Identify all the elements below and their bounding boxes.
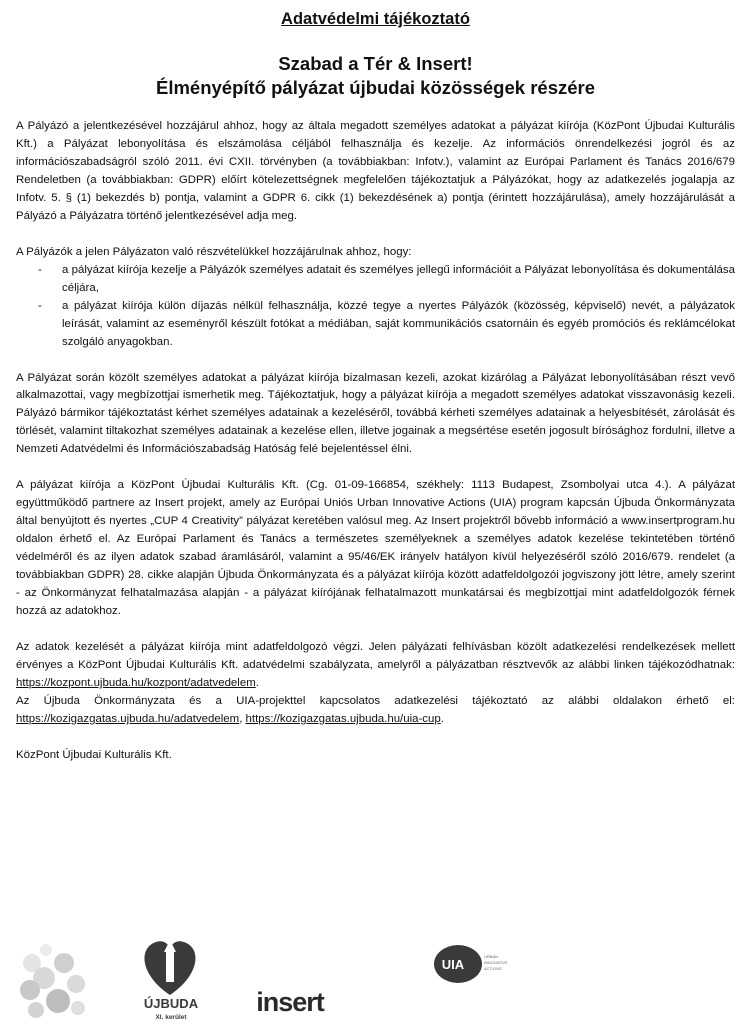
logo-circle xyxy=(67,975,85,993)
period: . xyxy=(440,712,444,725)
uia-logo-sub: INNOVATIVE xyxy=(484,960,508,965)
period: . xyxy=(255,677,259,690)
document-page xyxy=(16,10,735,765)
ujbuda-privacy-link[interactable]: https://kozigazgatas.ujbuda.hu/adatvedelem xyxy=(16,712,240,725)
circles-logo xyxy=(20,944,85,1018)
uia-logo-sub: URBAN xyxy=(484,954,499,959)
kozpont-privacy-link[interactable]: https://kozpont.ujbuda.hu/kozpont/adatvedelem xyxy=(16,677,256,690)
participation-list xyxy=(16,262,735,352)
headline-title: Szabad a Tér & Insert! xyxy=(278,52,473,74)
list-item: - a pályázat kiírója külön díjazás nélkül felhasználja, közzé tegye a nyertes Pályázók (közösség, képviselő) nevét, a pályázatok leírását, valamint az eseményről készült fotókat a médiában, saját kommunikációs csatornáin és egyéb promóciós és reklámcélokat szolgáló anyagokban. xyxy=(16,298,735,352)
logo-circle xyxy=(23,954,41,972)
logo-circle xyxy=(20,980,40,1000)
logo-circle xyxy=(28,1002,44,1018)
signature: KözPont Újbudai Kulturális Kft. xyxy=(16,748,172,761)
logo-circle xyxy=(71,1001,85,1015)
ujbuda-logo-name: ÚJBUDA xyxy=(143,996,199,1011)
document-title: Adatvédelmi tájékoztató xyxy=(281,10,470,28)
organizer-paragraph: A pályázat kiírója a KözPont Újbudai Kulturális Kft. (Cg. 01-09-166854, székhely: 1113 Budapest, Zsombolyai utca 4.). A pályázat együttműködő partnere az Insert projekt, amely az Európai Uniós Urban Innovative Actions (UIA) program kapcsán Újbuda Önkormányzata által benyújtott és nyertes „CUP 4 Creativity” pályázat keretében valósul meg. Az Insert projektről bővebb információ a www.insertprogram.hu oldalon érhető el. Az Európai Parlament és Tanács a természetes személyeknek a személyes adatok kezelése tekintetében történő védelméről és az ilyen adatok szabad áramlásáról, valamint a 95/46/EK irányelv hatályon kívül helyezéséről szóló 2016/679. rendelet (a továbbiakban GDPR) 28. cikke alapján Újbuda Önkormányzata és a pályázat kiírója között adatfeldolgozói jogviszony jött létre, amely szerint - az Önkormányzat felhatalmazása alapján - a pályázat kiírójának felhatalmazott munkatársai és megbízottjai mint adatfeldolgozók férnek hozzá az adatokhoz. xyxy=(16,479,735,618)
data-processing-text: Az adatok kezelését a pályázat kiírója mint adatfeldolgozó végzi. Jelen pályázati felhívásban közölt adatkezelési rendelkezések mellett érvényes a KözPont Újbudai Kulturális Kft. adatvédelmi szabályzata, amelyről a pályázatban résztvevők az alábbi linken tájékozódhatnak: xyxy=(16,641,735,672)
ujbuda-privacy-paragraph xyxy=(16,693,735,729)
uia-logo-name: UIA xyxy=(441,957,465,972)
separator: , xyxy=(239,712,246,725)
uia-logo xyxy=(434,945,508,983)
list-item: - a pályázat kiírója kezelje a Pályázók személyes adatait és személyes jellegű információit a Pályázat lebonyolítása és dokumentálása céljára, xyxy=(16,262,735,298)
ujbuda-logo-district: XI. kerület xyxy=(155,1014,187,1021)
uia-logo-sub: ACTIONS xyxy=(484,966,502,971)
insert-logo xyxy=(256,987,325,1017)
logo-circle xyxy=(54,953,74,973)
participation-intro: A Pályázók a jelen Pályázaton való részvételükkel hozzájárulnak ahhoz, hogy: xyxy=(16,245,412,258)
headline-subtitle: Élményépítő pályázat újbudai közösségek részére xyxy=(155,76,596,98)
tower-icon xyxy=(166,950,174,982)
uia-cup-link[interactable]: https://kozigazgatas.ujbuda.hu/uia-cup xyxy=(245,712,441,725)
ujbuda-logo xyxy=(144,940,199,1021)
logo-circle xyxy=(46,989,70,1013)
consent-paragraph: A Pályázó a jelentkezésével hozzájárul ahhoz, hogy az általa megadott személyes adatokat a pályázat kiírója (KözPont Újbudai Kulturális Kft.) a Pályázat lebonyolítása és elszámolása céljából felhasználja és kezelje. Az információs önrendelkezési jogról és az információszabadságról szóló 2011. évi CXII. törvényben (a továbbiakban: Infotv.), valamint az Európai Parlament és Tanács 2016/679 Rendeletben (a továbbiakban: GDPR) előírt kötelezettségnek megfelelően tájékoztatjuk a Pályázókat, hogy az adatkezelés jogalapja az Infotv. 5. § (1) bekezdés b) pontja, valamint a GDPR 6. cikk (1) bekezdésének a) pontja (érintett hozzájárulása), amely hozzájárulását a Pályázó a Pályázatra történő jelentkezésével adja meg. xyxy=(16,119,735,222)
logo-circle xyxy=(40,944,52,956)
confidentiality-paragraph: A Pályázat során közölt személyes adatokat a pályázat kiírója bizalmasan kezeli, azokat kizárólag a Pályázat lebonyolításában részt vevő alkalmazottai, vagy megbízottjai ismerhetik meg. Tájékoztatjuk, hogy a pályázat kiírója a megadott személyes adatokat visszavonásig kezeli. Pályázó bármikor tájékoztatást kérhet személyes adatainak a kezeléséről, továbbá kérheti személyes adatainak a helyesbítését, zárolását és törlését, valamint tiltakozhat személyes adatainak a kezelése ellen, illetve jogainak a megsértése esetén jogosult bírósághoz fordulni, illetve a Nemzeti Adatvédelmi és Információszabadság Hatóság felé bejelentéssel élni. xyxy=(16,371,735,456)
ujbuda-privacy-text: Az Újbuda Önkormányzata és a UIA-projekttel kapcsolatos adatkezelési tájékoztató az alábbi oldalakon érhető el: xyxy=(16,695,735,708)
data-processing-paragraph xyxy=(16,639,735,693)
insert-logo-name: insert xyxy=(256,987,324,1017)
